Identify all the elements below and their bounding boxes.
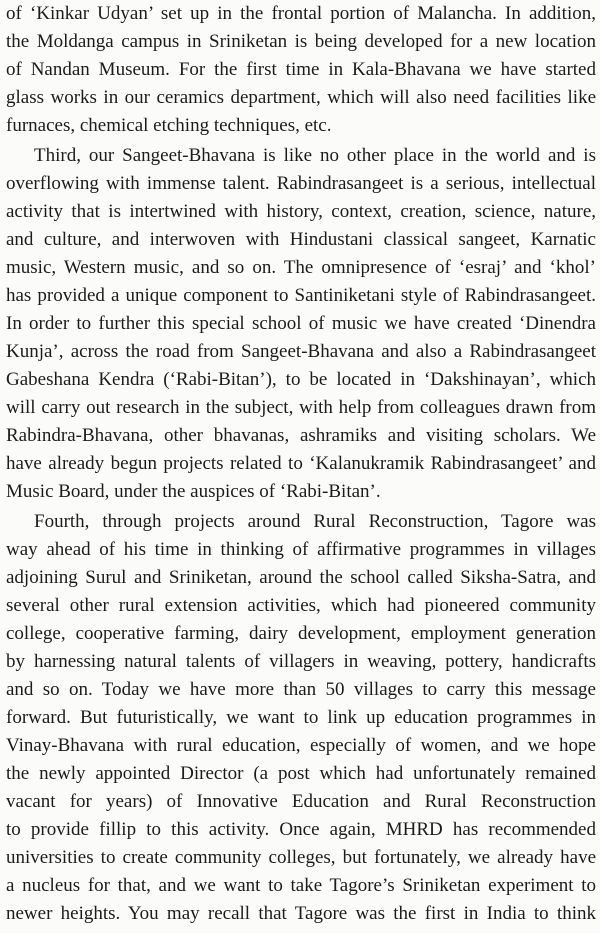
text-line: by harnessing natural talents of villagers in weaving, pottery, handicrafts <box>6 651 596 672</box>
text-line: glass works in our ceramics department, which will also need facilities like <box>6 87 596 108</box>
text-line: music, Western music, and so on. The omnipresence of ‘esraj’ and ‘khol’ <box>6 257 596 278</box>
text-line: universities to create community colleges, but fortunately, we already have <box>6 847 596 868</box>
text-line: In order to further this special school of music we have created ‘Dinendra <box>6 313 596 334</box>
text-line: and so on. Today we have more than 50 villages to carry this message <box>6 679 596 700</box>
text-line: vacant for years) of Innovative Education and Rural Reconstruction <box>6 791 596 812</box>
text-line: several other rural extension activities, which had pioneered community <box>6 595 596 616</box>
text-line: a nucleus for that, and we want to take Tagore’s Sriniketan experiment to <box>6 875 596 896</box>
text-line: the newly appointed Director (a post which had unfortunately remained <box>6 763 596 784</box>
text-line: college, cooperative farming, dairy development, employment generation <box>6 623 596 644</box>
text-line: Kunja’, across the road from Sangeet-Bhavana and also a Rabindrasangeet <box>6 341 596 362</box>
text-line: Fourth, through projects around Rural Reconstruction, Tagore was <box>34 511 596 532</box>
text-line: and culture, and interwoven with Hindustani classical sangeet, Karnatic <box>6 229 596 250</box>
text-line: furnaces, chemical etching techniques, etc. <box>6 115 332 136</box>
text-line: of ‘Kinkar Udyan’ set up in the frontal portion of Malancha. In addition, <box>6 3 596 24</box>
text-line: will carry out research in the subject, with help from colleagues drawn from <box>6 397 596 418</box>
text-line: forward. But futuristically, we want to link up education programmes in <box>6 707 596 728</box>
text-line: have already begun projects related to ‘Kalanukramik Rabindrasangeet’ and <box>6 453 596 474</box>
text-line: newer heights. You may recall that Tagore was the first in India to think <box>6 903 596 924</box>
text-line: Rabindra-Bhavana, other bhavanas, ashramiks and visiting scholars. We <box>6 425 596 446</box>
text-line: Gabeshana Kendra (‘Rabi-Bitan’), to be located in ‘Dakshinayan’, which <box>6 369 596 390</box>
text-line: way ahead of his time in thinking of affirmative programmes in villages <box>6 539 596 560</box>
text-line: overflowing with immense talent. Rabindrasangeet is a serious, intellectual <box>6 173 596 194</box>
text-line: adjoining Surul and Sriniketan, around the school called Siksha-Satra, and <box>6 567 596 588</box>
text-line: Vinay-Bhavana with rural education, especially of women, and we hope <box>6 735 596 756</box>
text-line: activity that is intertwined with history, context, creation, science, nature, <box>6 201 596 222</box>
text-line: has provided a unique component to Santiniketani style of Rabindrasangeet. <box>6 285 596 306</box>
text-line: to provide fillip to this activity. Once again, MHRD has recommended <box>6 819 596 840</box>
text-line: Third, our Sangeet-Bhavana is like no other place in the world and is <box>34 145 596 166</box>
text-line: the Moldanga campus in Sriniketan is being developed for a new location <box>6 31 596 52</box>
text-line: Music Board, under the auspices of ‘Rabi-Bitan’. <box>6 481 381 502</box>
text-line: of Nandan Museum. For the first time in Kala-Bhavana we have started <box>6 59 596 80</box>
